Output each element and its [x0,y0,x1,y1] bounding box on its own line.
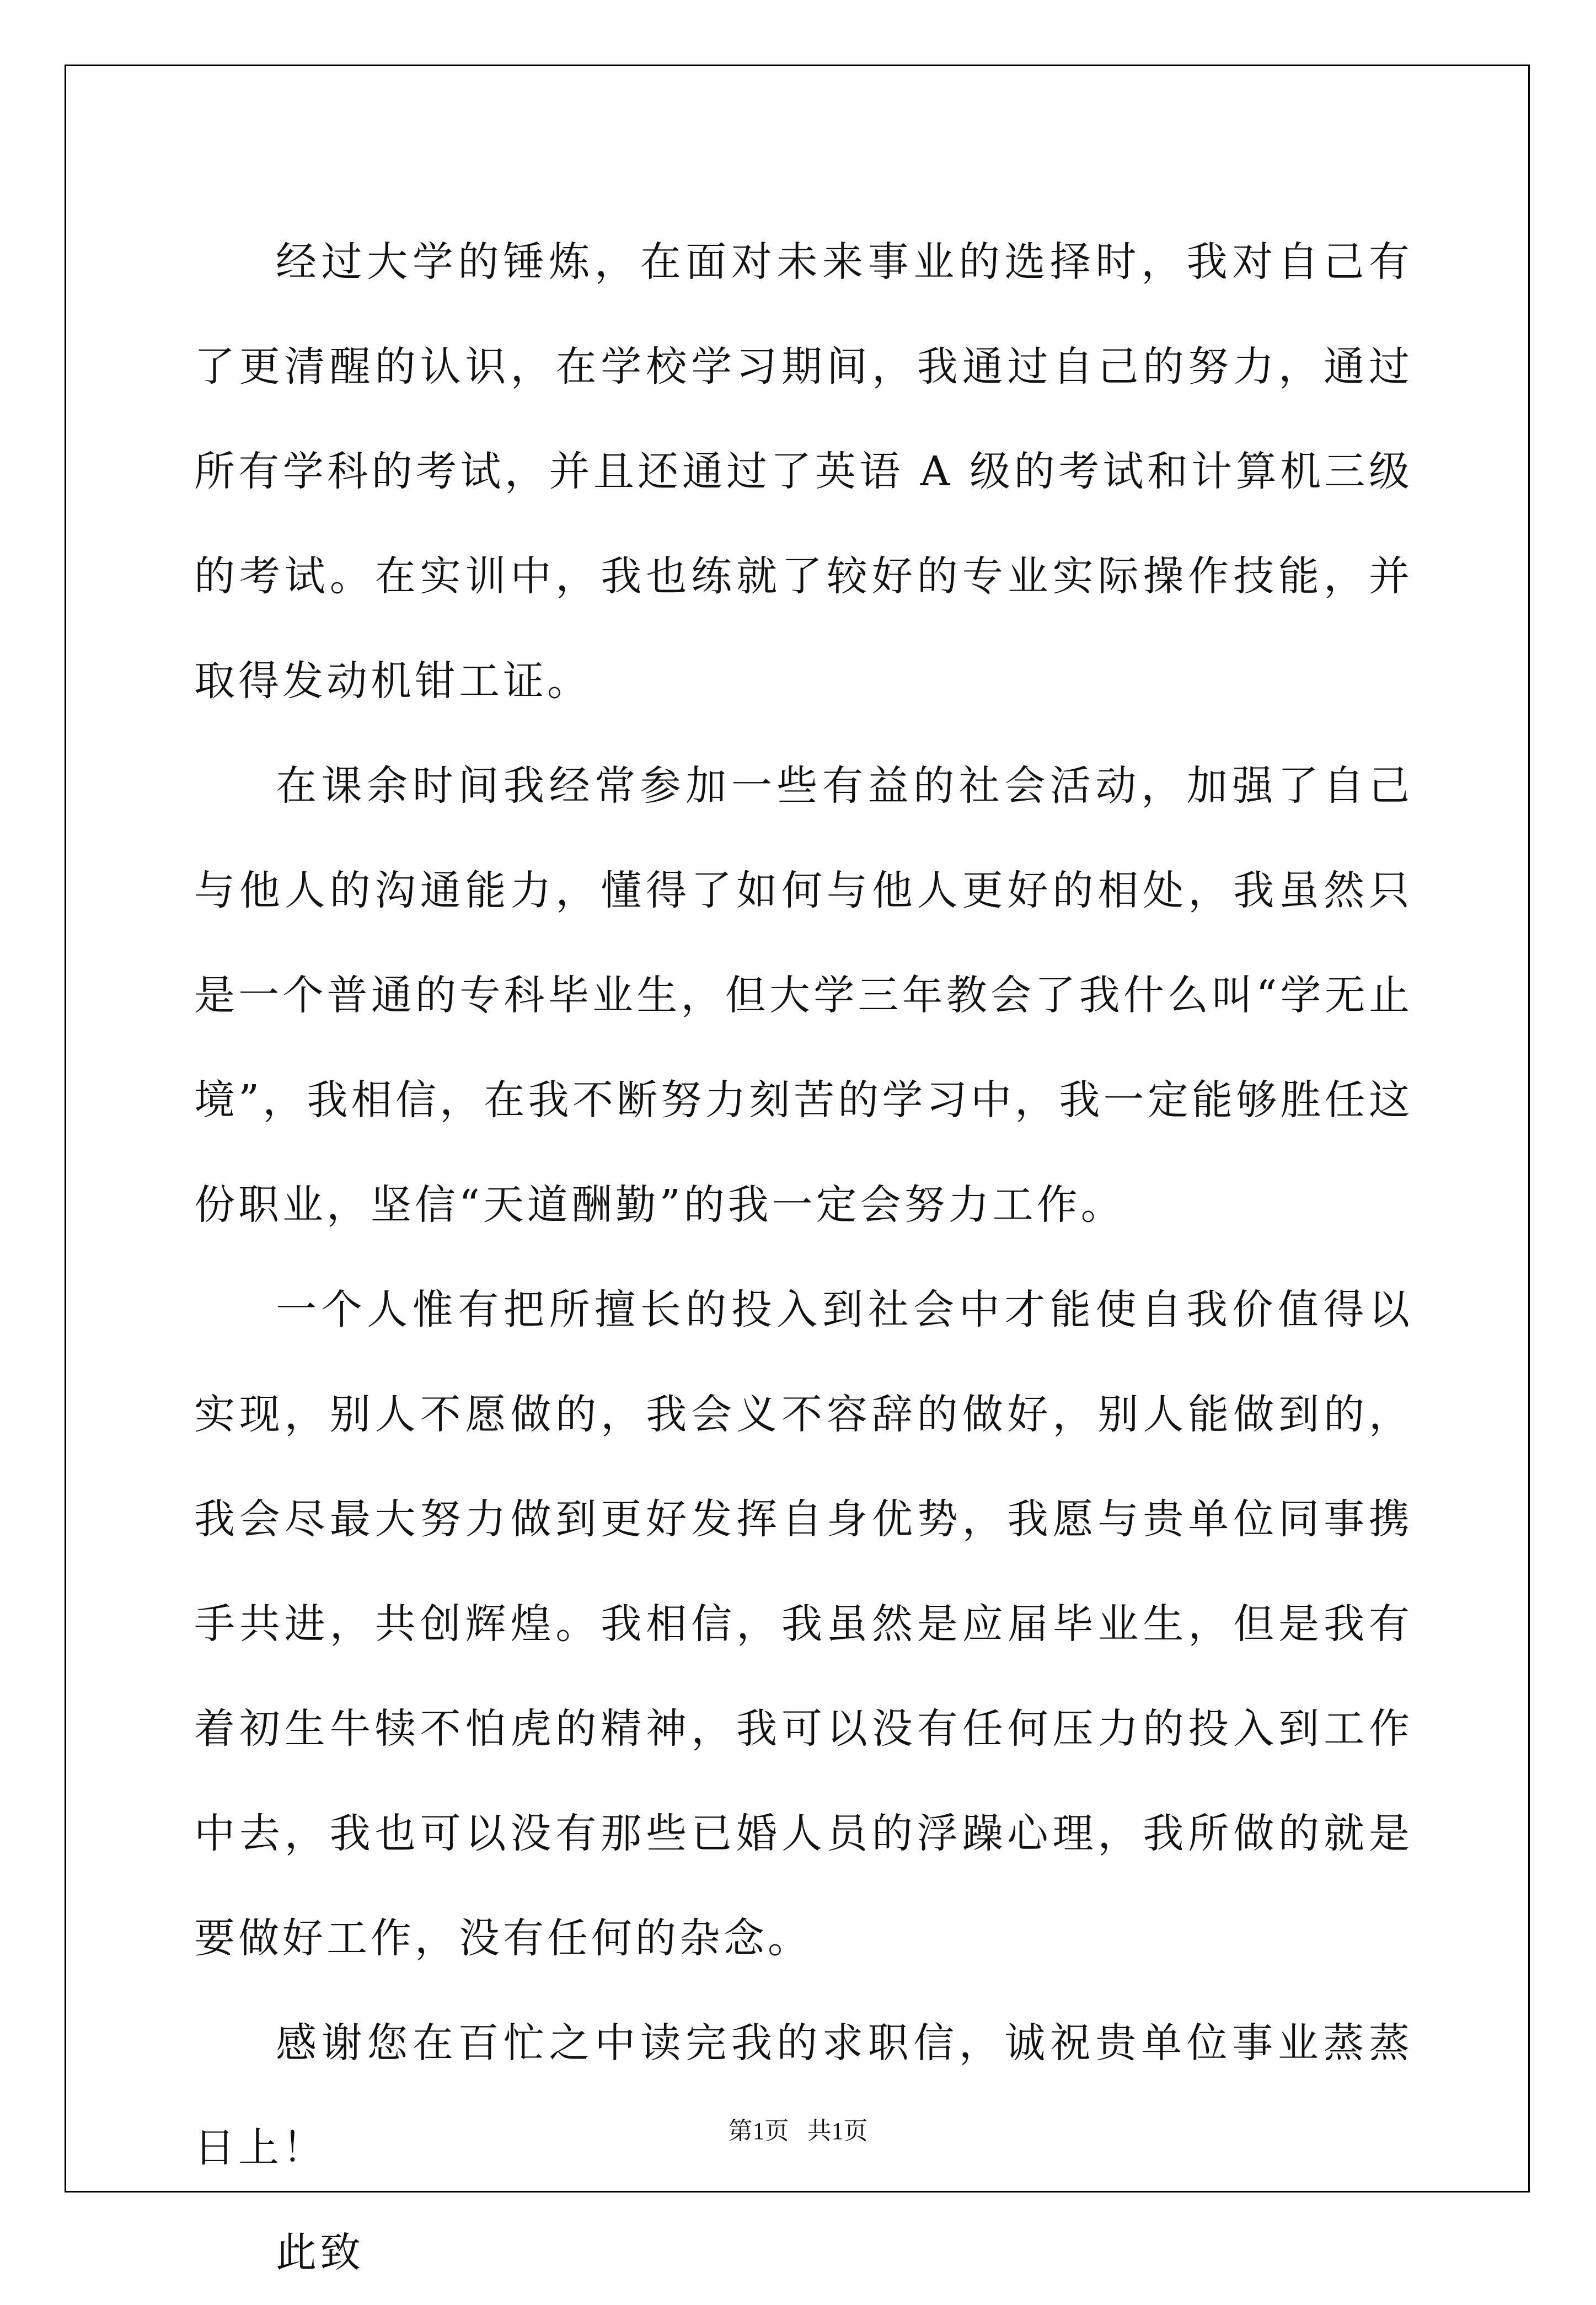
page-number-footer: 第1页 共1页 [728,2118,868,2145]
letter-body [194,210,1413,2305]
paragraph-2: 在课余时间我经常参加一些有益的社会活动，加强了自己与他人的沟通能力，懂得了如何与他人更好的相处，我虽然只是一个普通的专科毕业生，但大学三年教会了我什么叫“学无止境”，我相信，在我不断努力刻苦的学习中，我一定能够胜任这份职业，坚信“天道酬勤”的我一定会努力工作。 [194,762,1413,1229]
paragraph-closing: 感谢您在百忙之中读完我的求职信，诚祝贵单位事业蒸蒸日上！ [194,2019,1413,2172]
paragraph-3: 一个人惟有把所擅长的投入到社会中才能使自我价值得以实现，别人不愿做的，我会义不容辞的做好，别人能做到的，我会尽最大努力做到更好发挥自身优势，我愿与贵单位同事携手共进，共创辉煌。我相信，我虽然是应届毕业生，但是我有着初生牛犊不怕虎的精神，我可以没有任何压力的投入到工作中去，我也可以没有那些已婚人员的浮躁心理，我所做的就是要做好工作，没有任何的杂念。 [194,1286,1413,1962]
paragraph-1: 经过大学的锤炼，在面对未来事业的选择时，我对自己有了更清醒的认识，在学校学习期间，我通过自己的努力，通过所有学科的考试，并且还通过了英语 A 级的考试和计算机三级的考试。在实训中，我也练就了较好的专业实际操作技能，并取得发动机钳工证。 [194,238,1413,705]
paragraph-salutation: 此致 [276,2229,364,2276]
